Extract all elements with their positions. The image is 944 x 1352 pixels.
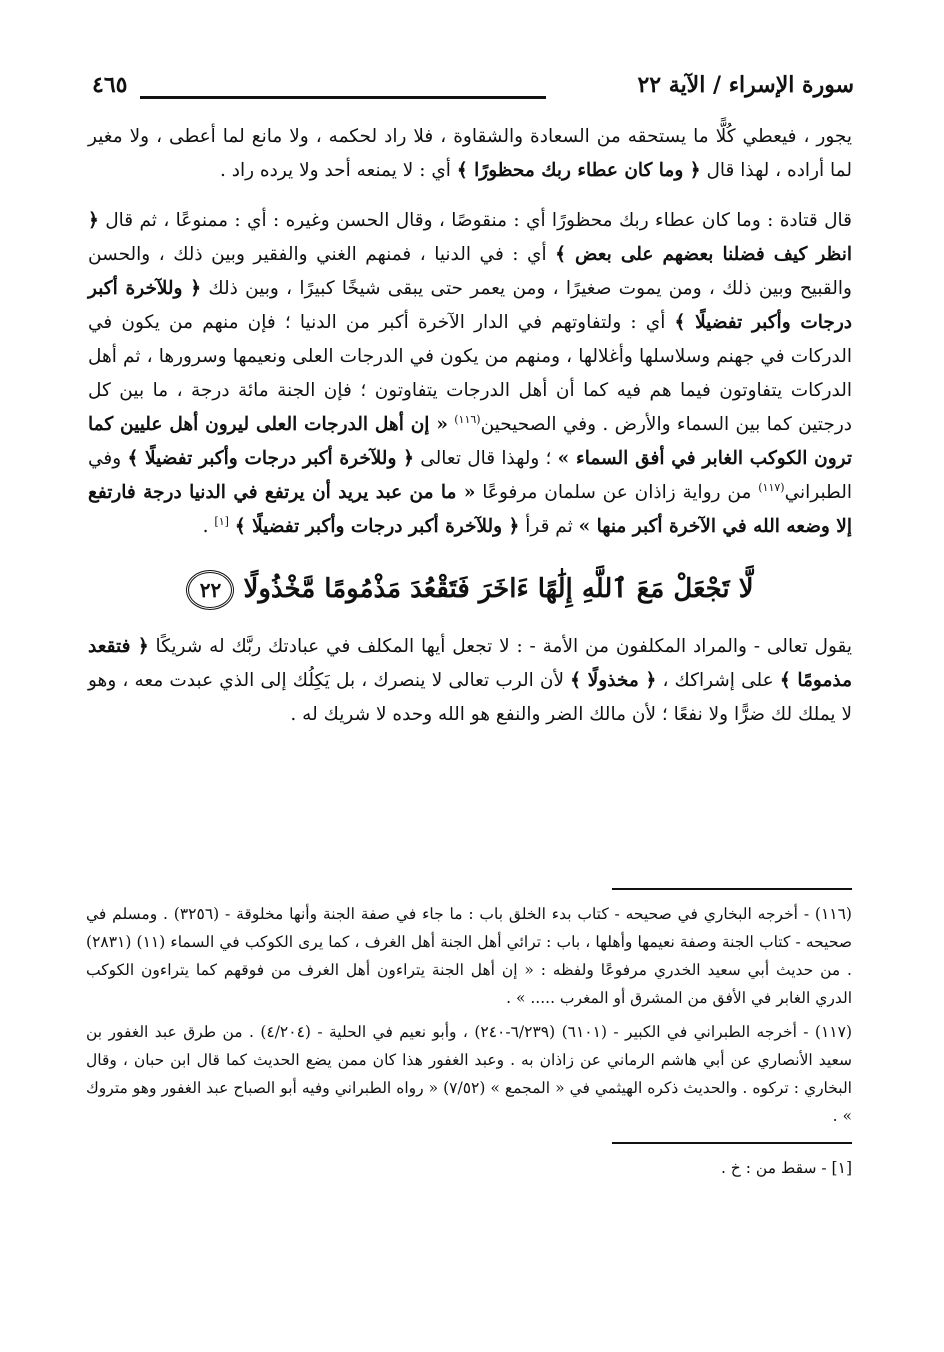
text-run: من رواية زاذان عن سلمان مرفوعًا — [482, 482, 752, 503]
paragraph-3 — [88, 630, 852, 732]
header-rule — [140, 96, 546, 99]
footnote-divider — [612, 888, 852, 890]
surah-title: سورة الإسراء / الآية ٢٢ — [637, 72, 854, 98]
text-run: أي : ولتفاوتهم في الدار الآخرة أكبر من الدنيا ؛ فإن منهم من يكون في الدركات في جهنم وسلاسلها وأغلالها ، ومنهم من يكون في الدرجات العلى ونعيمها وسرورها ، ثم أهل الدركات يتفاوتون فيما هم فيه كما أن أهل الدرجات يتفاوتون ؛ فإن الجنة مائة درجة ، ما بين كل درجتين كما بين السماء والأرض . وفي الصحيحين — [88, 312, 852, 435]
text-run: يقول تعالى - والمراد المكلفون من الأمة - : لا تجعل أيها المكلف في عبادتك ربَّك له شريكًا — [155, 636, 853, 657]
text-run: وفي الطبراني — [88, 448, 853, 503]
footnote-divider — [612, 1142, 852, 1144]
hadith-quote: « إن أهل الدرجات العلى ليرون أهل عليين كما ترون الكوكب الغابر في أفق السماء » — [88, 414, 852, 469]
ayah-number-badge: ٢٢ — [186, 570, 234, 610]
footnote-ref[interactable]: [١] — [214, 514, 229, 528]
running-head — [92, 72, 854, 112]
footnote-1: [١] - سقط من : خ . — [720, 1159, 852, 1177]
page-number: ٤٦٥ — [92, 72, 128, 98]
footnote-116: (١١٦) - أخرجه البخاري في صحيحه - كتاب بدء الخلق باب : ما جاء في صفة الجنة وأنها مخلوقة - (٣٢٥٦) . ومسلم في صحيحه - كتاب الجنة وصفة نعيمها وأهلها ، باب : ترائي أهل الجنة أهل الغرف ، كما يرى الكوكب في السماء (١١) (٢٨٣١) . من حديث أبي سعيد الخدري مرفوعًا ولفظه : « إن أهل الجنة يتراءون أهل الغرف من فوقهم كما يتراءون الكوكب الدري الغابر في الأفق من المشرق أو المغرب ..... » . — [86, 905, 852, 1007]
text-run: . — [202, 516, 209, 537]
text-run: ؛ ولهذا قال تعالى — [420, 448, 552, 469]
footnote-ref[interactable]: (١١٧) — [758, 480, 785, 494]
text-run: قال قتادة : وما كان عطاء ربك محظورًا أي : منقوصًا ، وقال الحسن وغيره : أي : ممنوعًا ، ثم قال — [105, 210, 852, 231]
verse-text: لَّا تَجْعَلْ مَعَ ٱللَّهِ إِلَٰهًا ءَاخَرَ فَتَقْعُدَ مَذْمُومًا مَّخْذُولًا — [243, 574, 754, 604]
footnotes — [86, 888, 852, 1188]
quran-quote: ﴿ وما كان عطاء ربك محظورًا ﴾ — [456, 160, 701, 181]
footnote-117: (١١٧) - أخرجه الطبراني في الكبير - (٦١٠١) (٦/٢٣٩-٢٤٠) ، وأبو نعيم في الحلية - (٤/٢٠٤) . من طرق عبد الغفور بن سعيد الأنصاري عن أبي هاشم الرماني عن زاذان به . وعبد الغفور هذا كان ممن يضع الحديث كما قال ابن حبان ، وقال البخاري : تركوه . والحديث ذكره الهيثمي في « المجمع » (٧/٥٢) « رواه الطبراني وفيه أبو الصباح عبد الغفور وهو متروك » . — [86, 1023, 852, 1125]
paragraph-2 — [88, 204, 852, 544]
text-run: أي : في الدنيا ، فمنهم الغني والفقير وبين ذلك ، والحسن والقبيح وبين ذلك ، ومن يموت صغيرًا ، ومن يعمر حتى يبقى شيخًا كبيرًا ، وبين ذلك — [88, 244, 852, 299]
hadith-quote: « ما من عبد يريد أن يرتفع في الدنيا درجة فارتفع إلا وضعه الله في الآخرة أكبر منها » — [88, 482, 852, 537]
text-run: ثم قرأ — [525, 516, 573, 537]
quran-quote: ﴿ مخذولًا ﴾ — [570, 670, 657, 691]
quran-quote: ﴿ فتقعد مذمومًا ﴾ — [88, 636, 852, 691]
main-text — [88, 120, 852, 732]
quran-verse — [88, 562, 852, 616]
paragraph-1-text: يجور ، فيعطي كُلًّا ما يستحقه من السعادة والشقاوة ، فلا راد لحكمه ، ولا مانع لما أعطى ، ولا مغير لما أراده ، لهذا قال — [88, 126, 852, 181]
text-run: على إشراكك ، — [662, 670, 774, 691]
quran-quote: ﴿ وللآخرة أكبر درجات وأكبر تفضيلًا ﴾ — [234, 516, 520, 537]
paragraph-1 — [88, 120, 852, 188]
quran-quote: ﴿ وللآخرة أكبر درجات وأكبر تفضيلًا ﴾ — [88, 278, 852, 333]
paragraph-1-tail: أي : لا يمنعه أحد ولا يرده راد . — [219, 160, 451, 181]
text-run: لأن الرب تعالى لا ينصرك ، بل يَكِلُك إلى الذي عبدت معه ، وهو لا يملك لك ضرًّا ولا نفعًا ؛ لأن مالك الضر والنفع هو الله وحده لا شريك له . — [88, 670, 852, 725]
quran-quote: ﴿ وللآخرة أكبر درجات وأكبر تفضيلًا ﴾ — [127, 448, 414, 469]
quran-quote: ﴿ انظر كيف فضلنا بعضهم على بعض ﴾ — [88, 210, 852, 265]
footnote-ref[interactable]: (١١٦) — [454, 412, 481, 426]
